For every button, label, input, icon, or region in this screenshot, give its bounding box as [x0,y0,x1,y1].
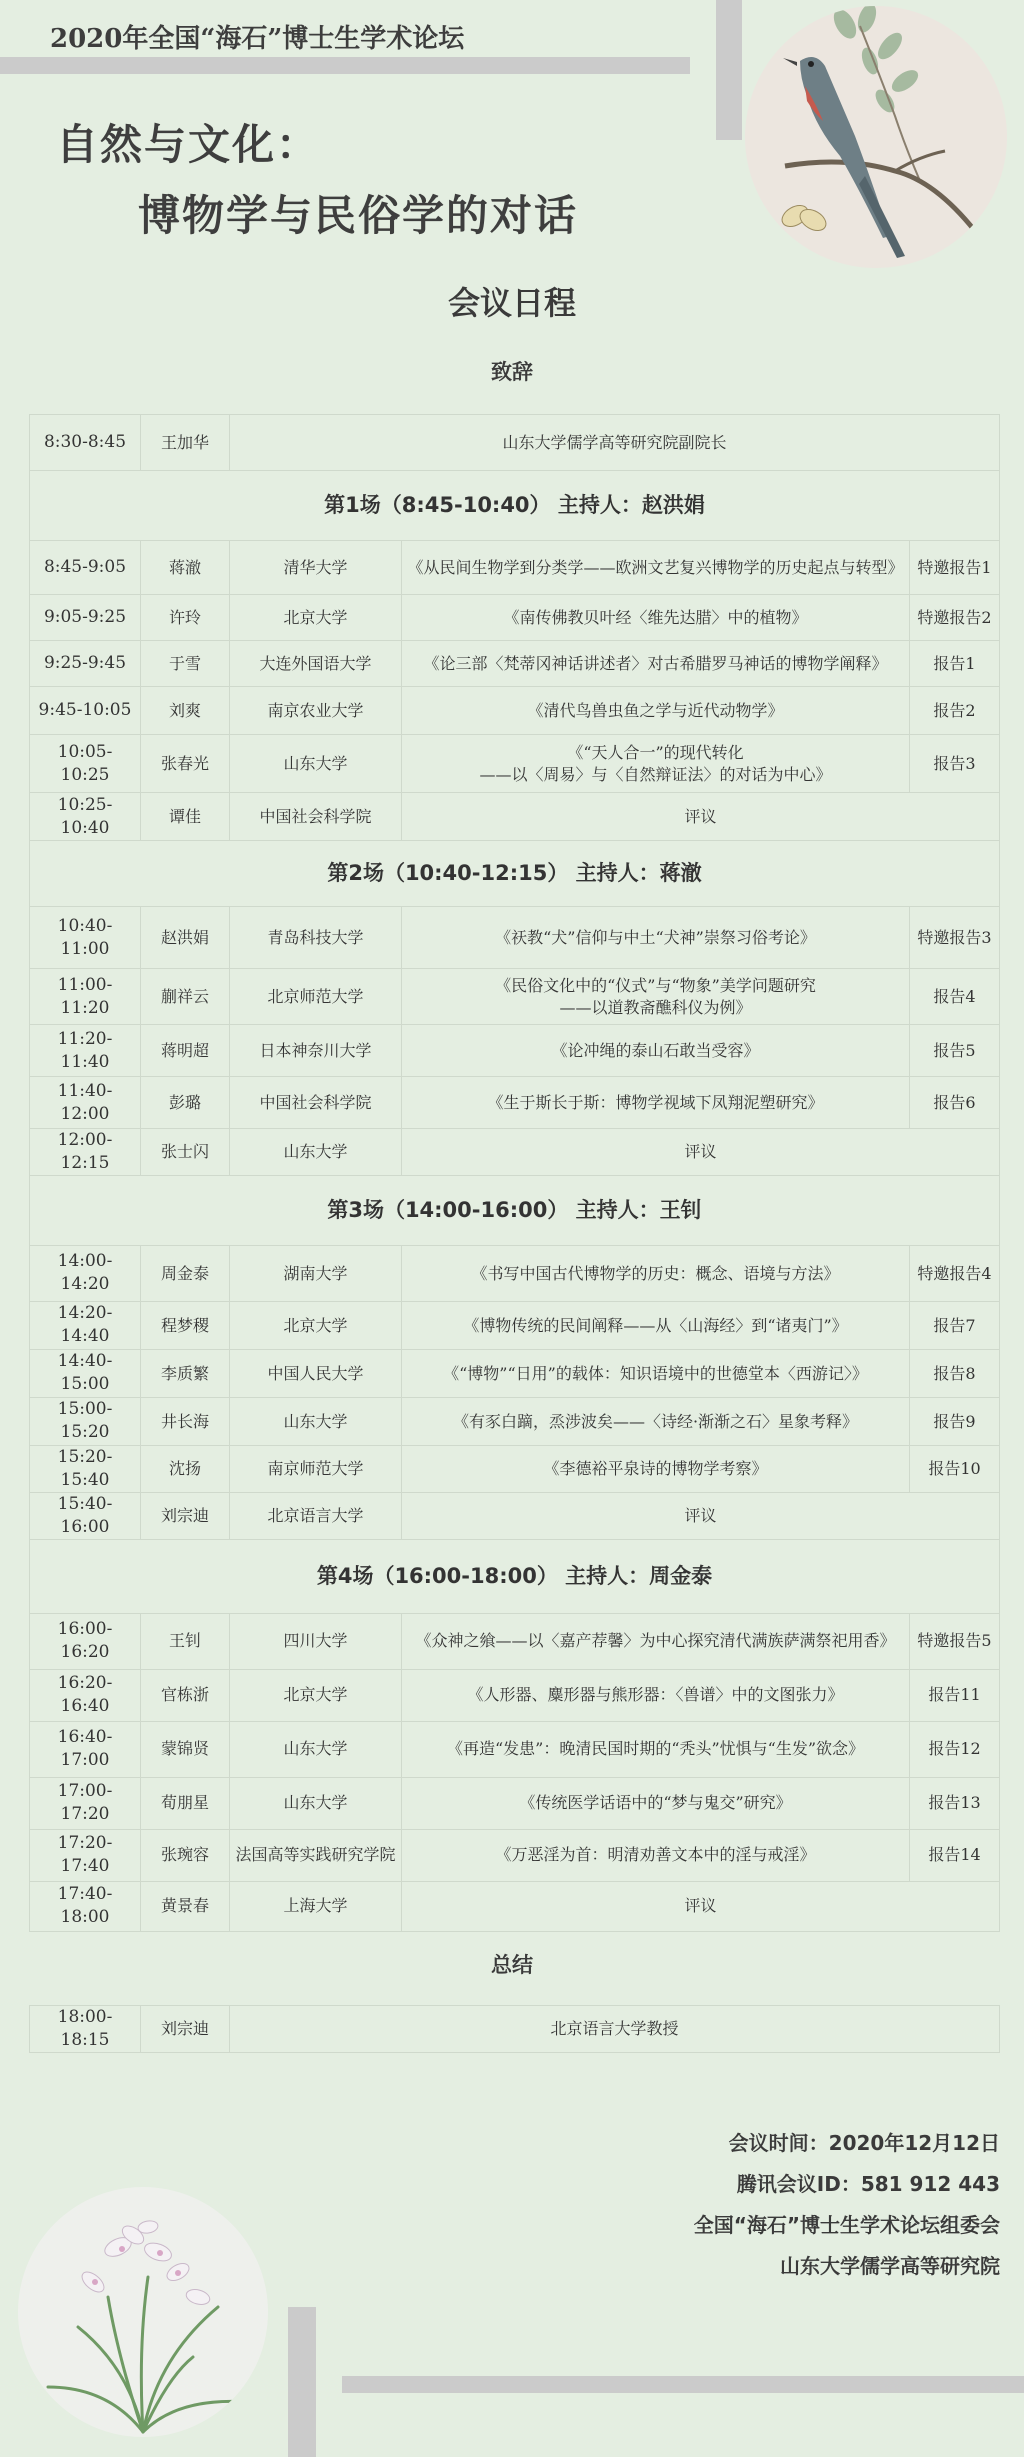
schedule-table [29,414,1000,1932]
table-row [30,793,1000,841]
talk-title-cell: 《南传佛教贝叶经〈维先达腊〉中的植物》 [402,595,910,641]
table-row [30,1492,1000,1539]
main-title-line1: 自然与文化： [56,120,321,169]
speaker-cell: 刘爽 [141,687,230,735]
table-row [30,1829,1000,1881]
speaker-cell: 于雪 [141,641,230,687]
institution-cell: 北京大学 [230,1669,402,1721]
table-row [30,1721,1000,1777]
talk-title-cell: 《书写中国古代博物学的历史：概念、语境与方法》 [402,1245,910,1301]
institution-cell: 四川大学 [230,1613,402,1669]
talk-title-cell: 《人形器、麋形器与熊形器：〈兽谱〉中的文图张力》 [402,1669,910,1721]
talk-type-cell: 报告9 [910,1397,1000,1445]
time-cell: 16:20-16:40 [30,1669,141,1721]
session-heading: 第3场（14:00-16:00） 主持人：王钊 [30,1175,1000,1245]
table-row [30,1349,1000,1397]
meeting-id: 腾讯会议ID：581 912 443 [736,2172,1000,2196]
schedule-title: 会议日程 [447,284,576,322]
institution-cell: 山东大学 [230,1129,402,1176]
speaker-cell: 谭佳 [141,793,230,841]
closing-label: 总结 [491,1953,533,1977]
time-cell: 14:00-14:20 [30,1245,141,1301]
talk-title-cell [402,969,910,1025]
institution-cell: 日本神奈川大学 [230,1025,402,1077]
institution-cell: 山东大学 [230,1397,402,1445]
speaker-cell: 张士闪 [141,1129,230,1176]
time-cell: 15:20-15:40 [30,1445,141,1492]
institution-cell: 南京师范大学 [230,1445,402,1492]
time-cell: 15:40-16:00 [30,1492,141,1539]
talk-title-cell: 《论三部〈梵蒂冈神话讲述者〉对古希腊罗马神话的博物学阐释》 [402,641,910,687]
speaker-cell: 井长海 [141,1397,230,1445]
main-title-line2: 博物学与民俗学的对话 [138,191,579,240]
institution-cell: 南京农业大学 [230,687,402,735]
speaker-cell: 张琬容 [141,1829,230,1881]
talk-type-cell: 特邀报告3 [910,907,1000,969]
time-cell: 17:20-17:40 [30,1829,141,1881]
meeting-time: 会议时间：2020年12月12日 [728,2131,1000,2155]
speaker-cell: 刘宗迪 [141,1492,230,1539]
time-cell: 9:25-9:45 [30,641,141,687]
table-row [30,1881,1000,1931]
time-cell: 16:40-17:00 [30,1721,141,1777]
institution-cell: 北京语言大学 [230,1492,402,1539]
session-heading: 第1场（8:45-10:40） 主持人：赵洪娟 [30,471,1000,541]
talk-title-cell: 评议 [402,1129,1000,1176]
time-cell: 15:00-15:20 [30,1397,141,1445]
talk-type-cell: 报告14 [910,1829,1000,1881]
session-heading-row [30,1175,1000,1245]
institution-cell: 中国人民大学 [230,1349,402,1397]
institution-cell: 中国社会科学院 [230,793,402,841]
talk-type-cell: 报告2 [910,687,1000,735]
table-row [30,1301,1000,1349]
institution-cell: 北京大学 [230,1301,402,1349]
talk-type-cell: 报告7 [910,1301,1000,1349]
talk-title-cell: 《“博物”“日用”的载体：知识语境中的世德堂本〈西游记〉》 [402,1349,910,1397]
talk-title-cell: 《有豕白蹢，烝涉波矣——〈诗经·渐渐之石〉星象考释》 [402,1397,910,1445]
talk-title-cell: 《李德裕平泉诗的博物学考察》 [402,1445,910,1492]
talk-type-cell: 报告13 [910,1777,1000,1829]
talk-type-cell: 报告5 [910,1025,1000,1077]
talk-title-line2: ——以道教斋醮科仪为例》 [559,997,752,1017]
role-cell: 北京语言大学教授 [230,2006,1000,2053]
time-cell: 10:25-10:40 [30,793,141,841]
time-cell: 18:00-18:15 [30,2006,141,2053]
speaker-cell: 蒙锦贤 [141,1721,230,1777]
table-row [30,907,1000,969]
talk-type-cell: 报告12 [910,1721,1000,1777]
session-heading-row [30,841,1000,907]
talk-type-cell: 报告3 [910,735,1000,793]
time-cell: 10:05-10:25 [30,735,141,793]
table-row [30,687,1000,735]
table-row [30,415,1000,471]
time-cell: 11:00-11:20 [30,969,141,1025]
forum-title: 2020年全国“海石”博士生学术论坛 [50,24,465,54]
organizing-committee: 全国“海石”博士生学术论坛组委会 [693,2213,1000,2237]
speaker-cell: 沈扬 [141,1445,230,1492]
institution-cell: 山东大学 [230,1721,402,1777]
institution-cell: 大连外国语大学 [230,641,402,687]
talk-type-cell: 报告6 [910,1077,1000,1129]
talk-title-cell [402,735,910,793]
table-row [30,1077,1000,1129]
time-cell: 17:00-17:20 [30,1777,141,1829]
talk-title-line1: 《“天人合一”的现代转化 [567,742,744,762]
table-row [30,541,1000,595]
orchid-illustration-icon [18,2187,268,2437]
bird-illustration-icon [745,6,1007,268]
speaker-cell: 官栋浙 [141,1669,230,1721]
talk-type-cell: 报告10 [910,1445,1000,1492]
institution-cell: 青岛科技大学 [230,907,402,969]
closing-table [29,2005,1000,2053]
table-row [30,641,1000,687]
speaker-cell: 蒋明超 [141,1025,230,1077]
speaker-cell: 蒯祥云 [141,969,230,1025]
table-row [30,1245,1000,1301]
time-cell: 8:30-8:45 [30,415,141,471]
speaker-cell: 王钊 [141,1613,230,1669]
table-row [30,969,1000,1025]
institution-cell: 上海大学 [230,1881,402,1931]
table-row [30,2006,1000,2053]
talk-title-cell: 《清代鸟兽虫鱼之学与近代动物学》 [402,687,910,735]
institution-cell: 湖南大学 [230,1245,402,1301]
talk-title-cell: 《众神之飨——以〈嘉产荐馨〉为中心探究清代满族萨满祭祀用香》 [402,1613,910,1669]
talk-type-cell: 特邀报告5 [910,1613,1000,1669]
institution-cell: 清华大学 [230,541,402,595]
speaker-cell: 蒋澈 [141,541,230,595]
table-row [30,1669,1000,1721]
talk-type-cell: 报告4 [910,969,1000,1025]
time-cell: 17:40-18:00 [30,1881,141,1931]
speaker-cell: 赵洪娟 [141,907,230,969]
table-row [30,1613,1000,1669]
speaker-cell: 黄景春 [141,1881,230,1931]
talk-title-cell: 《从民间生物学到分类学——欧洲文艺复兴博物学的历史起点与转型》 [402,541,910,595]
talk-type-cell: 报告8 [910,1349,1000,1397]
talk-title-cell: 《生于斯长于斯：博物学视域下凤翔泥塑研究》 [402,1077,910,1129]
talk-title-cell: 评议 [402,1492,1000,1539]
institution-cell: 山东大学 [230,1777,402,1829]
organizing-institute: 山东大学儒学高等研究院 [780,2254,1000,2278]
talk-title-cell: 《祆教“犬”信仰与中土“犬神”崇祭习俗考论》 [402,907,910,969]
table-row [30,1777,1000,1829]
institution-cell: 北京大学 [230,595,402,641]
talk-title-cell: 评议 [402,1881,1000,1931]
institution-cell: 北京师范大学 [230,969,402,1025]
top-horizontal-bar [0,57,690,74]
bottom-vertical-bar [288,2307,316,2457]
speaker-cell: 周金泰 [141,1245,230,1301]
time-cell: 10:40-11:00 [30,907,141,969]
session-heading: 第2场（10:40-12:15） 主持人：蒋澈 [30,841,1000,907]
role-cell: 山东大学儒学高等研究院副院长 [230,415,1000,471]
institution-cell: 法国高等实践研究学院 [230,1829,402,1881]
session-heading-row [30,471,1000,541]
time-cell: 9:05-9:25 [30,595,141,641]
top-vertical-bar [716,0,742,140]
time-cell: 11:20-11:40 [30,1025,141,1077]
talk-title-line2: ——以〈周易〉与〈自然辩证法〉的对话为中心》 [479,764,832,784]
talk-type-cell: 特邀报告1 [910,541,1000,595]
talk-title-cell: 《再造“发患”：晚清民国时期的“秃头”忧惧与“生发”欲念》 [402,1721,910,1777]
talk-title-cell: 《传统医学话语中的“梦与鬼交”研究》 [402,1777,910,1829]
table-row [30,1445,1000,1492]
table-row [30,595,1000,641]
bottom-horizontal-bar [342,2376,1024,2393]
speaker-cell: 彭璐 [141,1077,230,1129]
table-row [30,1129,1000,1176]
talk-type-cell: 报告1 [910,641,1000,687]
time-cell: 14:40-15:00 [30,1349,141,1397]
talk-type-cell: 特邀报告2 [910,595,1000,641]
time-cell: 11:40-12:00 [30,1077,141,1129]
table-row [30,1025,1000,1077]
speaker-cell: 张春光 [141,735,230,793]
table-row [30,735,1000,793]
talk-title-cell: 评议 [402,793,1000,841]
speaker-cell: 许玲 [141,595,230,641]
time-cell: 12:00-12:15 [30,1129,141,1176]
institution-cell: 中国社会科学院 [230,1077,402,1129]
speaker-cell: 李质繁 [141,1349,230,1397]
institution-cell: 山东大学 [230,735,402,793]
speaker-cell: 荀朋星 [141,1777,230,1829]
talk-title-cell: 《万恶淫为首：明清劝善文本中的淫与戒淫》 [402,1829,910,1881]
table-row [30,1397,1000,1445]
time-cell: 14:20-14:40 [30,1301,141,1349]
talk-type-cell: 报告11 [910,1669,1000,1721]
time-cell: 8:45-9:05 [30,541,141,595]
speaker-cell: 程梦稷 [141,1301,230,1349]
speaker-cell: 刘宗迪 [141,2006,230,2053]
opening-label: 致辞 [491,360,533,384]
session-heading: 第4场（16:00-18:00） 主持人：周金泰 [30,1539,1000,1613]
time-cell: 16:00-16:20 [30,1613,141,1669]
time-cell: 9:45-10:05 [30,687,141,735]
speaker-cell: 王加华 [141,415,230,471]
talk-type-cell: 特邀报告4 [910,1245,1000,1301]
talk-title-cell: 《博物传统的民间阐释——从〈山海经〉到“诸夷门”》 [402,1301,910,1349]
session-heading-row [30,1539,1000,1613]
talk-title-line1: 《民俗文化中的“仪式”与“物象”美学问题研究 [495,975,816,995]
talk-title-cell: 《论冲绳的泰山石敢当受容》 [402,1025,910,1077]
